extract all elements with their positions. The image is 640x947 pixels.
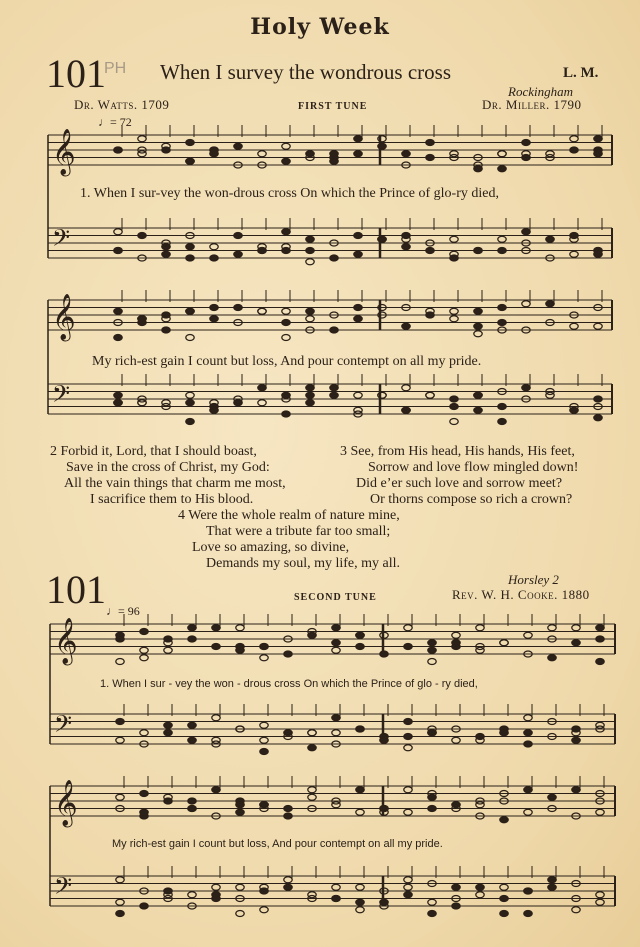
bass-clef: 𝄢 [52,380,71,413]
note-head [332,802,340,808]
note-head [452,884,460,890]
bass-clef: 𝄢 [54,872,73,905]
note-head [498,305,506,311]
hymn-number: 101 [46,567,106,612]
note-head [572,640,580,646]
note-head [356,632,364,638]
note-head [186,335,194,341]
note-head [330,327,338,333]
note-head [186,400,194,406]
note-head [260,907,268,913]
note-head [570,147,578,153]
note-head [524,741,532,747]
note-head [306,400,314,406]
note-head [188,625,196,631]
note-head [188,798,196,804]
note-head [114,335,122,341]
note-head [402,407,410,413]
note-head [404,809,412,815]
note-head [572,625,580,631]
note-head [212,644,220,650]
note-head [186,140,194,146]
note-head [308,787,316,793]
note-head [186,419,194,425]
note-head [116,636,124,642]
note-head [258,151,266,157]
note-head [186,255,194,261]
note-head [258,400,266,406]
note-head [452,903,460,909]
note-head [236,911,244,917]
note-head [306,259,314,265]
note-head [378,143,386,149]
note-head [546,236,554,242]
note-head [188,722,196,728]
note-head [426,248,434,254]
note-head [380,651,388,657]
note-head [572,907,580,913]
note-head [258,308,266,314]
bass-clef: 𝄢 [52,224,71,257]
note-head [426,312,434,318]
note-head [234,233,242,239]
note-head [162,251,170,257]
note-head [332,647,340,653]
note-head [522,229,530,235]
note-head [450,316,458,322]
treble-clef: 𝄞 [52,294,76,340]
note-head [404,877,412,883]
note-head [404,892,412,898]
note-head [282,411,290,417]
note-head [210,316,218,322]
note-head [210,255,218,261]
note-head [548,884,556,890]
note-head [594,151,602,157]
note-head [450,236,458,242]
tune-name: Horsley 2 [508,572,559,587]
note-head [332,640,340,646]
note-head [356,884,364,890]
note-head [596,892,604,898]
lyrics-line: 1. When I sur - vey the won - drous cross On which the Prince of glo - ry died, [100,678,478,690]
note-head [524,730,532,736]
note-head [404,644,412,650]
note-head [476,892,484,898]
note-head [212,625,220,631]
note-head [330,385,338,391]
note-head [402,385,410,391]
note-head [404,625,412,631]
note-head [594,251,602,257]
verse-line: I sacrifice them to His blood. [90,492,254,507]
verse-line: 3 See, from His head, His hands, His feet, [340,444,575,459]
note-head [140,730,148,736]
note-head [596,809,604,815]
note-head [450,404,458,410]
note-head [210,244,218,250]
note-head [380,806,388,812]
note-head [476,884,484,890]
note-head [474,331,482,337]
note-head [284,813,292,819]
note-head [498,151,506,157]
note-head [474,392,482,398]
note-head [404,745,412,751]
note-head [282,335,290,341]
note-head [212,787,220,793]
note-head [332,625,340,631]
note-head [116,899,124,905]
note-head [500,884,508,890]
tempo-marking: ♩= 72 [98,115,132,129]
note-head [524,715,532,721]
note-head [354,305,362,311]
note-head [524,888,532,894]
verse-line: That were a tribute far too small; [206,524,391,539]
note-head [404,884,412,890]
note-head [234,305,242,311]
verse-line: Sorrow and love flow mingled down! [368,460,579,475]
note-head [546,151,554,157]
note-head [498,320,506,326]
note-head [138,151,146,157]
note-head [330,255,338,261]
section-title: Holy Week [250,14,390,40]
note-head [404,787,412,793]
note-head [548,655,556,661]
note-head [594,396,602,402]
note-head [284,651,292,657]
note-head [282,320,290,326]
note-head [474,308,482,314]
note-head [500,730,508,736]
note-head [116,719,124,725]
note-head [114,308,122,314]
note-head [114,392,122,398]
note-head [116,659,124,665]
treble-clef: 𝄞 [52,129,76,175]
note-head [474,166,482,172]
note-head [572,737,580,743]
note-head [572,726,580,732]
note-head [140,655,148,661]
verse-line: Love so amazing, so divine, [192,540,350,555]
note-head [548,877,556,883]
verse-line: 4 Were the whole realm of nature mine, [178,508,400,523]
note-head [186,158,194,164]
composer: Rev. W. H. Cooke. 1880 [452,587,590,602]
note-head [138,400,146,406]
author: Dr. Watts. 1709 [74,97,170,112]
lyrics-line: My rich-est gain I count but loss, And pour contempt on all my pride. [92,354,482,369]
note-head [354,392,362,398]
note-head [354,233,362,239]
note-head [188,636,196,642]
note-head [164,730,172,736]
note-head [596,636,604,642]
note-head [284,884,292,890]
note-head [428,794,436,800]
verse-line: All the vain things that charm me most, [64,476,286,491]
verse-line: Demands my soul, my life, my all. [206,556,401,571]
note-head [450,396,458,402]
note-head [402,244,410,250]
note-head [186,392,194,398]
note-head [210,305,218,311]
note-head [402,151,410,157]
note-head [330,392,338,398]
note-head [428,659,436,665]
note-head [116,737,124,743]
note-head [212,715,220,721]
note-head [356,644,364,650]
note-head [162,327,170,333]
note-head [450,419,458,425]
note-head [164,722,172,728]
note-head [188,892,196,898]
note-head [354,151,362,157]
note-head [188,737,196,743]
note-head [330,151,338,157]
note-head [306,236,314,242]
note-head [546,392,554,398]
note-head [234,400,242,406]
note-head [306,151,314,157]
note-head [524,911,532,917]
bass-clef: 𝄢 [54,710,73,743]
note-head [356,787,364,793]
note-head [498,166,506,172]
note-head [452,640,460,646]
note-head [236,809,244,815]
note-head [282,158,290,164]
note-head [234,143,242,149]
note-head [426,140,434,146]
note-head [452,632,460,638]
note-head [474,323,482,329]
tune-label: SECOND TUNE [294,592,377,603]
note-head [306,392,314,398]
note-head [524,809,532,815]
note-head [452,802,460,808]
note-head [476,625,484,631]
note-head [428,730,436,736]
note-head [212,737,220,743]
lyrics-line: My rich-est gain I count but loss, And pour contempt on all my pride. [112,838,443,850]
treble-clef: 𝄞 [54,780,78,826]
note-head [474,248,482,254]
note-head [450,151,458,157]
note-head [186,308,194,314]
note-head [260,722,268,728]
note-head [548,794,556,800]
note-head [282,392,290,398]
meter: L. M. [563,65,599,81]
verse-line: 2 Forbid it, Lord, that I should boast, [50,444,257,459]
note-head [570,251,578,257]
note-head [284,806,292,812]
note-head [116,911,124,917]
note-head [282,308,290,314]
note-head [596,625,604,631]
lyrics-line: 1. When I sur-vey the won-drous cross On which the Prince of glo-ry died, [80,186,499,201]
treble-clef: 𝄞 [54,618,78,664]
note-head [596,899,604,905]
note-head [258,385,266,391]
note-head [282,229,290,235]
note-head [210,151,218,157]
tune-name: Rockingham [508,84,573,99]
note-head [332,884,340,890]
note-head [140,809,148,815]
note-head [524,787,532,793]
note-head [308,730,316,736]
note-head [500,911,508,917]
note-head [308,632,316,638]
verse-line: Or thorns compose so rich a crown? [370,492,573,507]
note-head [260,737,268,743]
note-head [498,419,506,425]
note-head [572,787,580,793]
note-head [522,140,530,146]
note-head [522,301,530,307]
note-head [140,903,148,909]
note-head [498,236,506,242]
pencil-margin-note: PH [104,60,127,77]
note-head [476,647,484,653]
note-head [306,308,314,314]
note-head [234,251,242,257]
note-head [236,647,244,653]
note-head [260,749,268,755]
hymn-title: When I survey the wondrous cross [160,60,452,84]
note-head [138,233,146,239]
note-head [500,817,508,823]
verse-line: Save in the cross of Christ, my God: [66,460,270,475]
note-head [452,737,460,743]
note-head [282,143,290,149]
composer: Dr. Miller. 1790 [482,97,582,112]
note-head [330,158,338,164]
note-head [428,640,436,646]
note-head [524,632,532,638]
note-head [140,629,148,635]
note-head [210,407,218,413]
note-head [546,301,554,307]
note-head [354,316,362,322]
note-head [212,896,220,902]
note-head [522,385,530,391]
note-head [140,647,148,653]
note-head [450,308,458,314]
note-head [428,911,436,917]
note-head [186,244,194,250]
note-head [402,323,410,329]
note-head [498,404,506,410]
note-head [236,802,244,808]
note-head [594,323,602,329]
note-head [308,794,316,800]
note-head [356,907,364,913]
note-head [284,877,292,883]
note-head [236,625,244,631]
note-head [306,248,314,254]
note-head [258,248,266,254]
note-head [140,791,148,797]
note-head [570,407,578,413]
note-head [138,136,146,142]
note-head [306,385,314,391]
note-head [162,147,170,153]
note-head [428,647,436,653]
note-head [570,136,578,142]
note-head [426,392,434,398]
tune-label: FIRST TUNE [298,101,368,112]
note-head [114,229,122,235]
note-head [332,715,340,721]
note-head [380,737,388,743]
note-head [474,407,482,413]
note-head [498,248,506,254]
note-head [428,806,436,812]
note-head [236,884,244,890]
note-head [594,136,602,142]
note-head [260,655,268,661]
note-head [356,809,364,815]
note-head [212,884,220,890]
note-head [354,407,362,413]
note-head [354,251,362,257]
note-head [354,136,362,142]
note-head [308,745,316,751]
note-head [356,899,364,905]
note-head [116,794,124,800]
note-head [548,625,556,631]
note-head [500,896,508,902]
note-head [332,730,340,736]
note-head [380,899,388,905]
hymn-number: 101 [46,51,106,96]
note-head [570,323,578,329]
note-head [116,877,124,883]
note-head [404,719,412,725]
note-head [164,647,172,653]
note-head [404,734,412,740]
note-head [500,640,508,646]
note-head [426,155,434,161]
note-head [428,899,436,905]
verse-line: Did e’er such love and sorrow meet? [356,476,563,491]
note-head [596,659,604,665]
note-head [114,147,122,153]
note-head [306,316,314,322]
note-head [594,415,602,421]
tempo-marking: ♩= 96 [106,604,140,618]
